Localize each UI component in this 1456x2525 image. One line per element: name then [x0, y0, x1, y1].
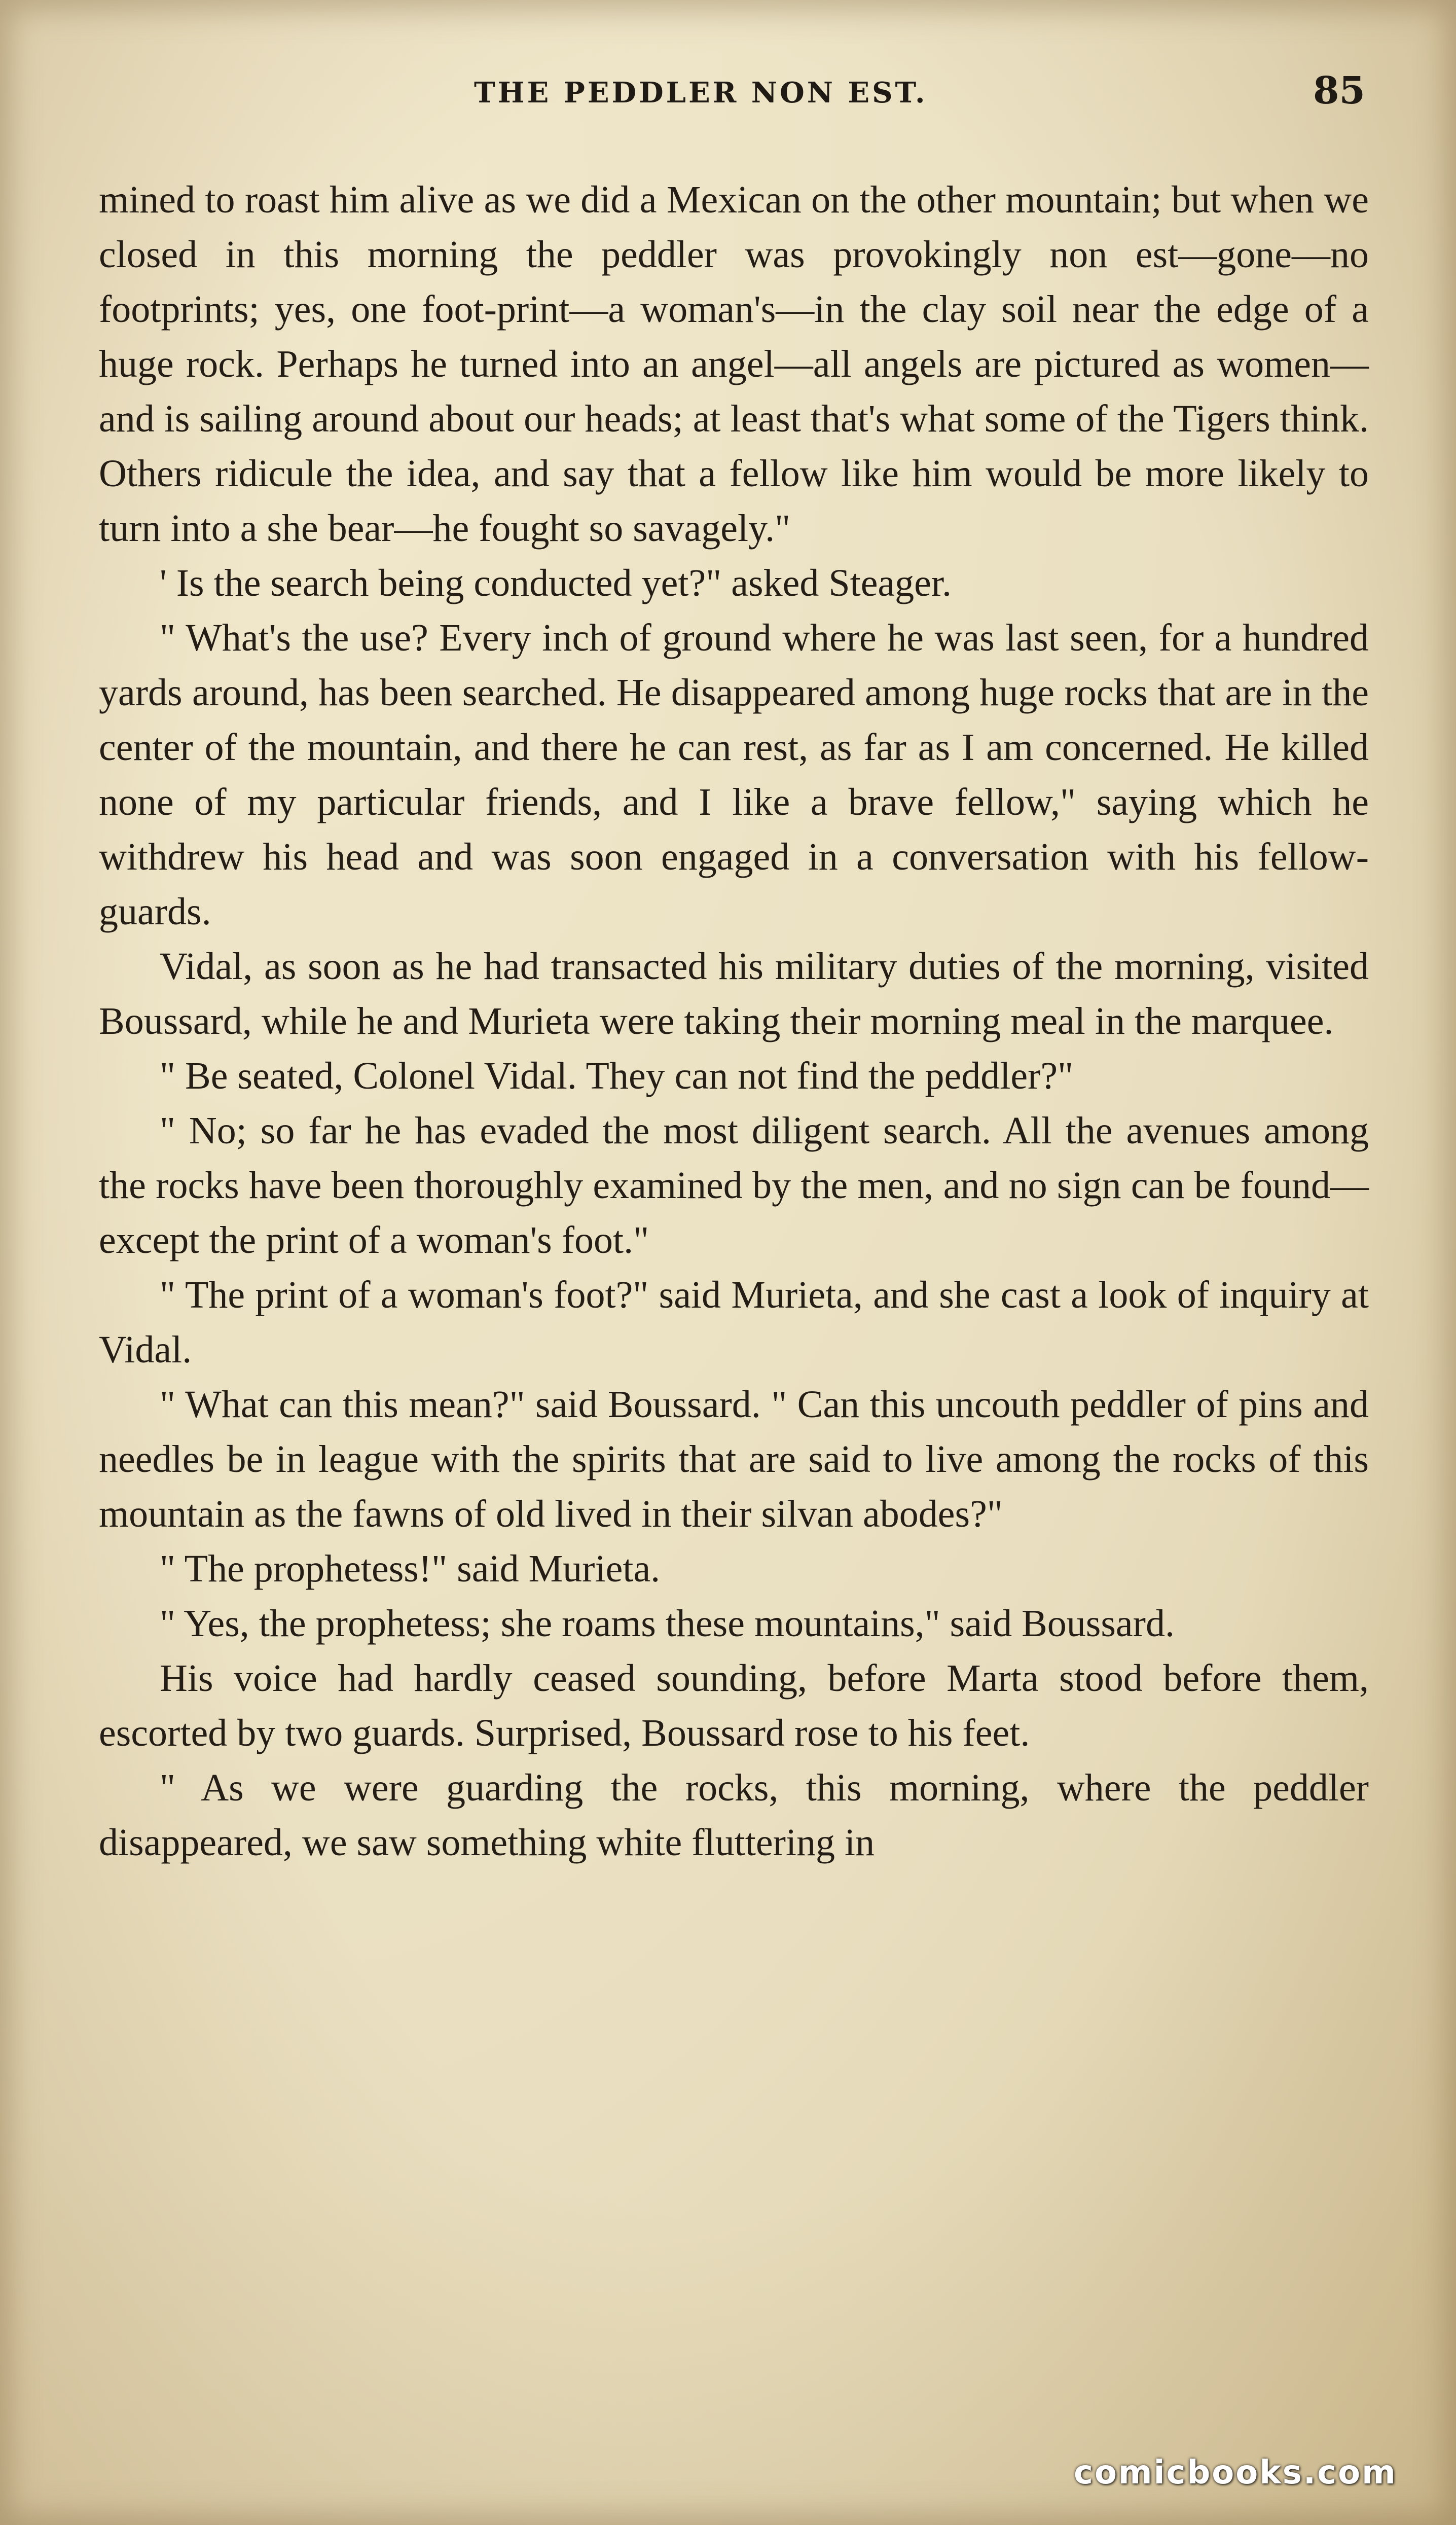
paragraph: Vidal, as soon as he had transacted his military duties of the morning, visited Boussard, while he and Murieta were taking their morning meal in the marquee.	[99, 945, 1369, 1042]
source-watermark: comicbooks.com	[1074, 2454, 1397, 2492]
paragraph: " No; so far he has evaded the most diligent search. All the avenues among the rocks have been thoroughly examined by the men, and no sign can be found—except the print of a woman's foot."	[99, 1109, 1369, 1261]
paragraph: " Be seated, Colonel Vidal. They can not find the peddler?"	[160, 1055, 1074, 1097]
body-text	[99, 172, 1369, 1870]
page-number: 85	[1313, 69, 1365, 113]
paragraph: " What can this mean?" said Boussard. " Can this uncouth peddler of pins and needles be in league with the spirits that are said to live among the rocks of this mountain as the fawns of old lived in their silvan abodes?"	[99, 1383, 1369, 1535]
paragraph: " As we were guarding the rocks, this morning, where the peddler disappeared, we saw something white fluttering in	[99, 1766, 1369, 1864]
paragraph: " The prophetess!" said Murieta.	[160, 1547, 661, 1590]
paragraph: " What's the use? Every inch of ground where he was last seen, for a hundred yards around, has been searched. He disappeared among huge rocks that are in the center of the mountain, and there he can rest, as far as I am concerned. He killed none of my particular friends, and I like a brave fellow," saying which he withdrew his head and was soon engaged in a conversation with his fellow-guards.	[99, 617, 1369, 933]
paragraph: " Yes, the prophetess; she roams these mountains," said Boussard.	[160, 1602, 1175, 1645]
running-head-title: THE PEDDLER NON EST.	[474, 76, 928, 110]
paragraph: ' Is the search being conducted yet?" asked Steager.	[160, 562, 952, 604]
paragraph: His voice had hardly ceased sounding, before Marta stood before them, escorted by two guards. Surprised, Boussard rose to his feet.	[99, 1657, 1369, 1754]
running-head	[0, 69, 1456, 117]
paragraph: " The print of a woman's foot?" said Murieta, and she cast a look of inquiry at Vidal.	[99, 1274, 1369, 1371]
paragraph: mined to roast him alive as we did a Mexican on the other mountain; but when we closed in this morning the peddler was provokingly non est—gone—no footprints; yes, one foot-print—a woman's—in the clay soil near the edge of a huge rock. Perhaps he turned into an angel—all angels are pictured as women—and is sailing around about our heads; at least that's what some of the Tigers think. Others ridicule the idea, and say that a fellow like him would be more likely to turn into a she bear—he fought so savagely."	[99, 178, 1369, 550]
